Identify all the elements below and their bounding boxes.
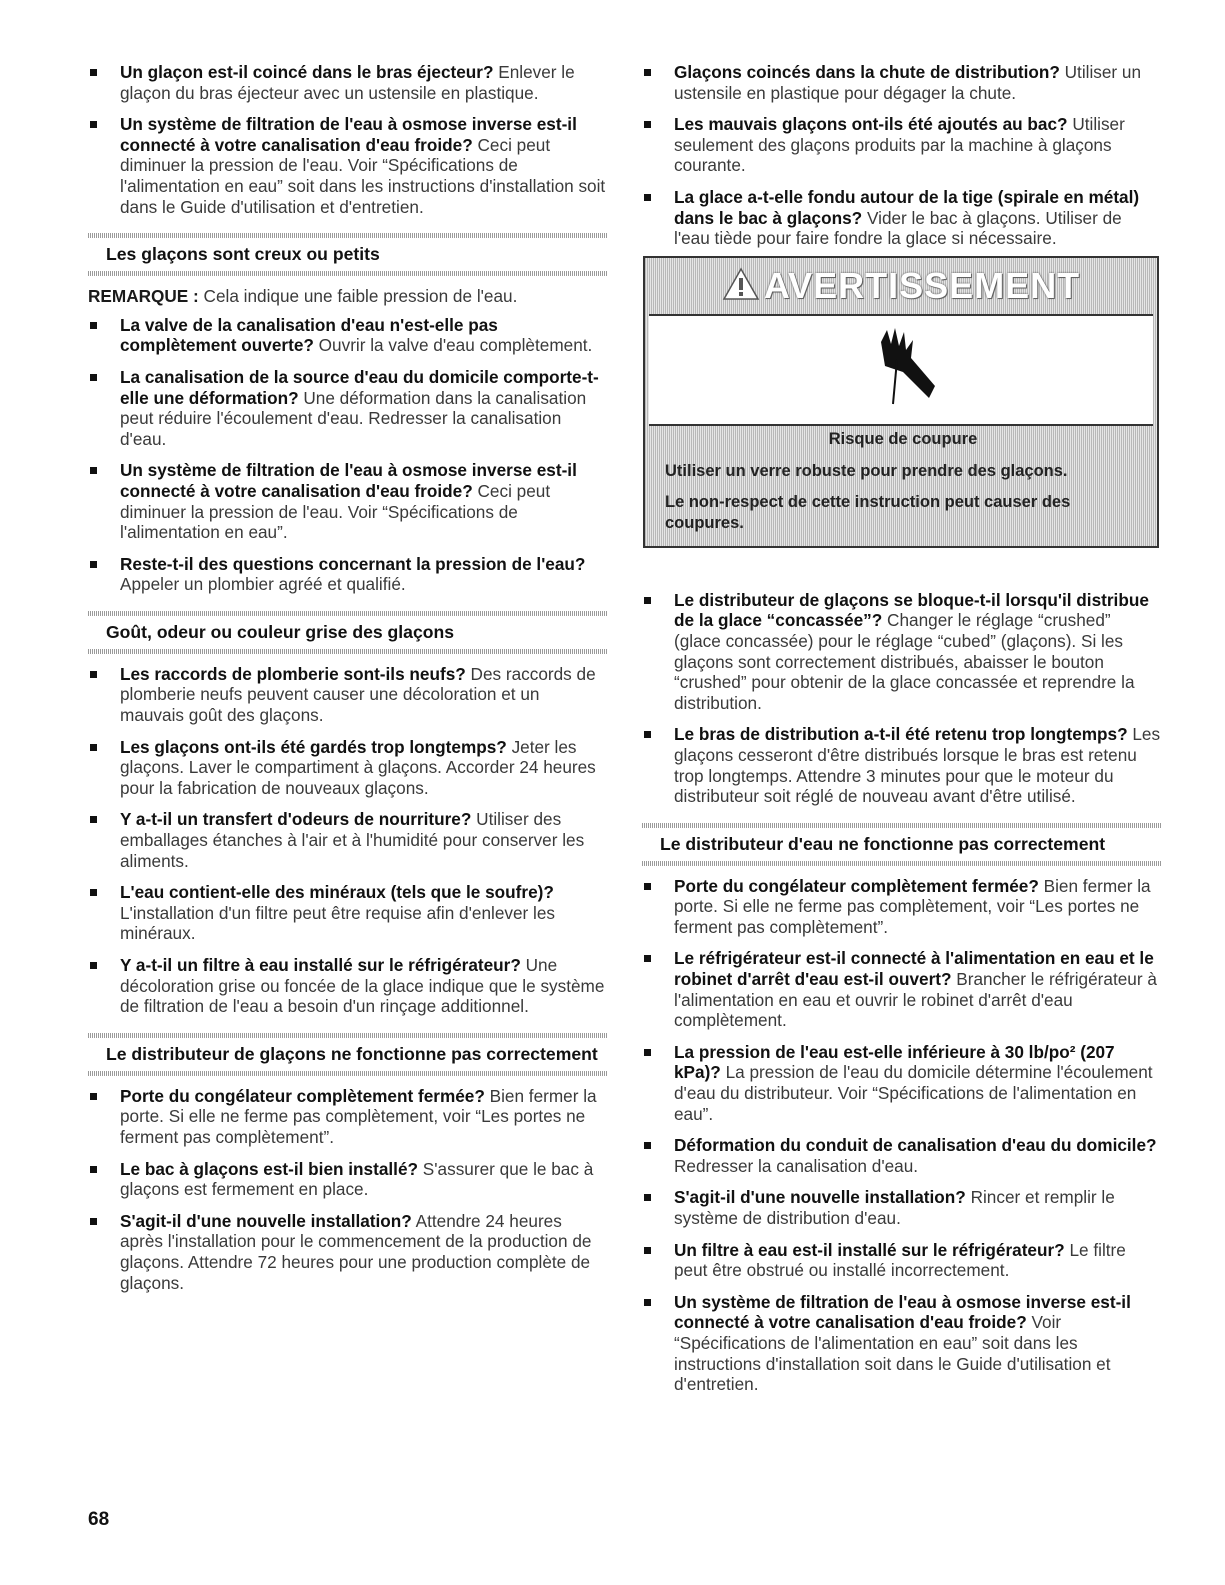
section-heading: Goût, odeur ou couleur grise des glaçons	[106, 621, 455, 642]
section-heading: Les glaçons sont creux ou petits	[106, 244, 380, 265]
warning-pictogram	[649, 314, 1153, 426]
warning-triangle-icon	[722, 267, 760, 306]
list-item: Les raccords de plomberie sont-ils neufs? Des raccords de plomberie neufs peuvent causer une décoloration et un mauvais goût des glaçons.	[88, 664, 608, 726]
list-item: La valve de la canalisation d'eau n'est-elle pas complètement ouverte? Ouvrir la valve d'eau complètement.	[88, 315, 608, 356]
divider	[88, 649, 608, 654]
list-item: La pression de l'eau est-elle inférieure à 30 lb/po² (207 kPa)? La pression de l'eau du domicile détermine l'écoulement d'eau du distributeur. Voir “Spécifications de l'alimentation en eau”.	[642, 1042, 1162, 1124]
list-item: Y a-t-il un filtre à eau installé sur le réfrigérateur? Une décoloration grise ou foncée de la glace indique que le système de filtration de l'eau a besoin d'un rinçage additionnel.	[88, 955, 608, 1017]
divider	[88, 1071, 608, 1076]
warning-box	[643, 256, 1159, 548]
list-item: Y a-t-il un transfert d'odeurs de nourriture? Utiliser des emballages étanches à l'air et à l'humidité pour conserver les aliments.	[88, 809, 608, 871]
list-item: Porte du congélateur complètement fermée? Bien fermer la porte. Si elle ne ferme pas complètement, voir “Les portes ne ferment pas complètement”.	[642, 876, 1162, 938]
list-item: Les mauvais glaçons ont-ils été ajoutés au bac? Utiliser seulement des glaçons produits par la machine à glaçons courante.	[642, 114, 1162, 176]
section-heading: Le distributeur de glaçons ne fonctionne pas correctement	[106, 1043, 598, 1064]
list-item: L'eau contient-elle des minéraux (tels que le soufre)?L'installation d'un filtre peut être requise afin d'enlever les minéraux.	[88, 882, 608, 944]
list-item: Un système de filtration de l'eau à osmose inverse est-il connecté à votre canalisation d'eau froide? Ceci peut diminuer la pression de l'eau. Voir “Spécifications de l'alimentation en eau” soit dans les instructions d'installation soit dans le Guide d'utilisation et d'entretien.	[88, 114, 608, 217]
note: REMARQUE : Cela indique une faible pression de l'eau.	[88, 286, 518, 307]
list-item: Déformation du conduit de canalisation d'eau du domicile?Redresser la canalisation d'eau.	[642, 1135, 1162, 1176]
warning-instruction: Utiliser un verre robuste pour prendre des glaçons.	[665, 462, 1068, 480]
section-ice-dispenser	[88, 1033, 608, 1076]
section-taste-odor	[88, 611, 608, 654]
section-hollow-small-ice	[88, 233, 608, 276]
page-number: 68	[88, 1509, 110, 1530]
divider	[642, 861, 1162, 866]
list-item: La canalisation de la source d'eau du domicile comporte-t-elle une déformation? Une déformation dans la canalisation peut réduire l'écoulement d'eau. Redresser la canalisation d'eau.	[88, 367, 608, 449]
list-item: Le distributeur de glaçons se bloque-t-il lorsqu'il distribue de la glace “concassée”? Changer le réglage “crushed” (glace concassée) pour le réglage “cubed” (glaçons). Si les glaçons sont correctement distribués, abaisser le bouton “crushed” pour obtenir de la glace concassée et reprendre la distribution.	[642, 590, 1162, 714]
section-heading: Le distributeur d'eau ne fonctionne pas correctement	[660, 833, 1106, 854]
list-item: Le réfrigérateur est-il connecté à l'alimentation en eau et le robinet d'arrêt d'eau est-il ouvert? Brancher le réfrigérateur à l'alimentation en eau et ouvrir le robinet d'arrêt d'eau complètement.	[642, 948, 1162, 1030]
list-item: Le bac à glaçons est-il bien installé? S'assurer que le bac à glaçons est fermement en place.	[88, 1159, 608, 1200]
warning-risk: Risque de coupure	[828, 430, 978, 448]
list-item: S'agit-il d'une nouvelle installation? Attendre 24 heures après l'installation pour le commencement de la production de glaçons. Attendre 72 heures pour une production complète de glaçons.	[88, 1211, 608, 1293]
list-item: Le bras de distribution a-t-il été retenu trop longtemps? Les glaçons cesseront d'être distribués lorsque le bras est retenu trop longtemps. Attendre 3 minutes pour que le moteur du distributeur soit réglé de nouveau avant d'être utilisé.	[642, 724, 1162, 806]
list-item: Un système de filtration de l'eau à osmose inverse est-il connecté à votre canalisation d'eau froide? Voir “Spécifications de l'alimentation en eau” soit dans les instructions d'installation soit dans le Guide d'utilisation et d'entretien.	[642, 1292, 1162, 1395]
divider	[88, 271, 608, 276]
warning-text	[665, 430, 1141, 544]
warning-consequence: Le non-respect de cette instruction peut causer des coupures.	[665, 493, 1071, 532]
list-item: Les glaçons ont-ils été gardés trop longtemps? Jeter les glaçons. Laver le compartiment à glaçons. Accorder 24 heures pour la fabrication de nouveaux glaçons.	[88, 737, 608, 799]
list-item: Reste-t-il des questions concernant la pression de l'eau?Appeler un plombier agréé et qualifié.	[88, 554, 608, 595]
list-item: Un système de filtration de l'eau à osmose inverse est-il connecté à votre canalisation d'eau froide? Ceci peut diminuer la pression de l'eau. Voir “Spécifications de l'alimentation en eau”.	[88, 460, 608, 542]
list-item: Glaçons coincés dans la chute de distribution? Utiliser un ustensile en plastique pour dégager la chute.	[642, 62, 1162, 103]
section-water-dispenser	[642, 823, 1162, 866]
warning-banner	[645, 258, 1157, 314]
cut-hand-icon	[649, 316, 1153, 420]
left-column	[88, 62, 608, 1304]
list-item: Un filtre à eau est-il installé sur le réfrigérateur? Le filtre peut être obstrué ou installé incorrectement.	[642, 1240, 1162, 1281]
list-item: S'agit-il d'une nouvelle installation? Rincer et remplir le système de distribution d'eau.	[642, 1187, 1162, 1228]
warning-title: AVERTISSEMENT	[763, 265, 1081, 306]
list-item: Un glaçon est-il coincé dans le bras éjecteur? Enlever le glaçon du bras éjecteur avec un ustensile en plastique.	[88, 62, 608, 103]
list-item: La glace a-t-elle fondu autour de la tige (spirale en métal) dans le bac à glaçons? Vider le bac à glaçons. Utiliser de l'eau tiède pour faire fondre la glace si nécessaire.	[642, 187, 1162, 249]
list-item: Porte du congélateur complètement fermée? Bien fermer la porte. Si elle ne ferme pas complètement, voir “Les portes ne ferment pas complètement”.	[88, 1086, 608, 1148]
